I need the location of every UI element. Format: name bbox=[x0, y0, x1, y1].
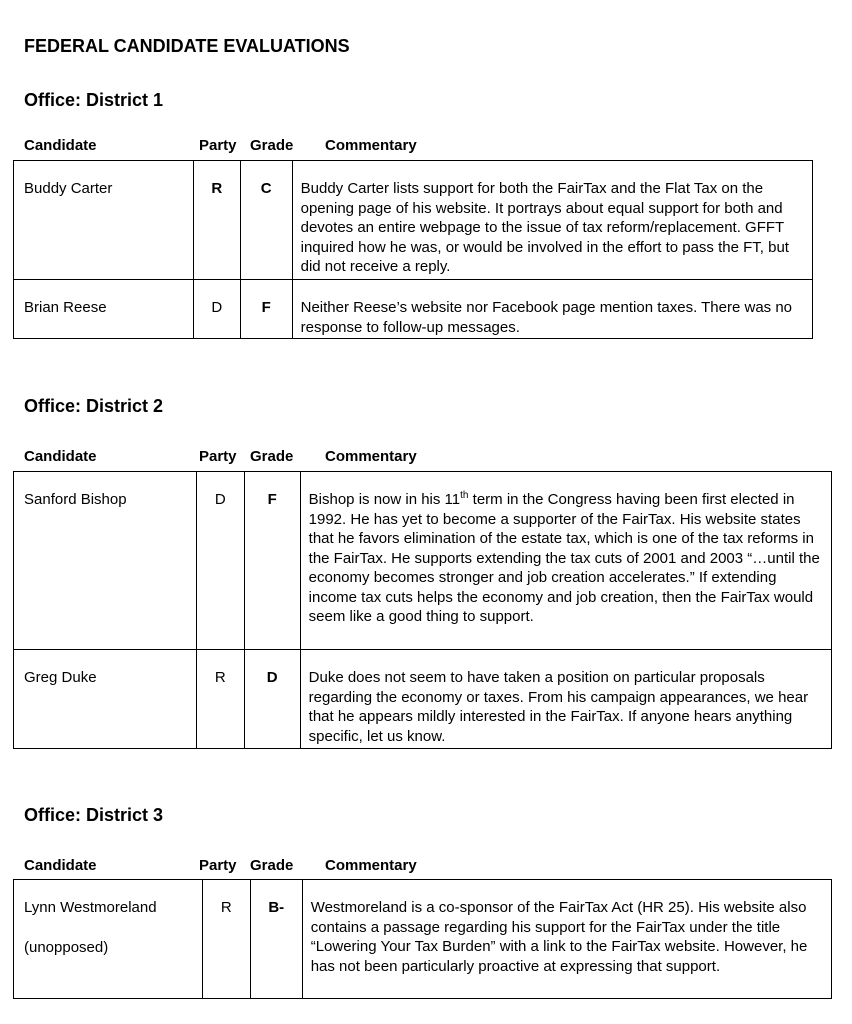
commentary-cell: Bishop is now in his 11th term in the Congress having been first elected in 1992. He has yet to become a supporter of the FairTax. His website states that he favors elimination of the estate tax, which is one of the tax reforms in the FairTax. He supports extending the tax cuts of 2001 and 2003 “…until the economy becomes stronger and job creation accelerates.” If extending income tax cuts helps the economy and job creation, then the FairTax would seem like a good thing to support. bbox=[300, 472, 831, 650]
grade-cell: D bbox=[244, 650, 300, 749]
commentary-cell: Neither Reese’s website nor Facebook page mention taxes. There was no response to follow-up messages. bbox=[292, 280, 812, 339]
office-heading-district-1: Office: District 1 bbox=[24, 90, 164, 110]
column-header-commentary: Commentary bbox=[325, 857, 417, 874]
column-header-grade: Grade bbox=[250, 137, 294, 154]
party-cell: D bbox=[193, 280, 240, 339]
table-row bbox=[14, 161, 813, 280]
party-cell: R bbox=[202, 880, 250, 999]
party-cell: D bbox=[196, 472, 244, 650]
column-header-party: Party bbox=[199, 448, 237, 465]
column-header-grade: Grade bbox=[250, 448, 294, 465]
evaluation-table-district-1 bbox=[13, 160, 813, 339]
table-row bbox=[14, 880, 832, 999]
candidate-name: Buddy Carter bbox=[14, 161, 194, 280]
grade-cell: F bbox=[244, 472, 300, 650]
evaluation-table-district-3 bbox=[13, 879, 832, 999]
grade-cell: F bbox=[240, 280, 292, 339]
commentary-cell: Duke does not seem to have taken a position on particular proposals regarding the economy or taxes. From his campaign appearances, we hear that he appears mildly interested in the FairTax. If anyone hears anything specific, let us know. bbox=[300, 650, 831, 749]
column-header-party: Party bbox=[199, 137, 237, 154]
party-cell: R bbox=[196, 650, 244, 749]
grade-cell: C bbox=[240, 161, 292, 280]
table-row bbox=[14, 472, 832, 650]
ordinal-superscript: th bbox=[460, 490, 469, 501]
office-heading-district-2: Office: District 2 bbox=[24, 396, 164, 416]
column-header-grade: Grade bbox=[250, 857, 294, 874]
column-header-candidate: Candidate bbox=[24, 137, 97, 154]
commentary-cell: Buddy Carter lists support for both the FairTax and the Flat Tax on the opening page of his website. It portrays about equal support for both and devotes an entire webpage to the issue of tax reform/replacement. GFFT inquired how he was, or would be involved in the effort to pass the FT, but did not receive a reply. bbox=[292, 161, 812, 280]
grade-cell: B- bbox=[250, 880, 302, 999]
office-heading-district-3: Office: District 3 bbox=[24, 805, 164, 825]
column-header-commentary: Commentary bbox=[325, 137, 417, 154]
party-cell: R bbox=[193, 161, 240, 280]
column-header-commentary: Commentary bbox=[325, 448, 417, 465]
table-row bbox=[14, 650, 832, 749]
commentary-cell: Westmoreland is a co-sponsor of the FairTax Act (HR 25). His website also contains a passage regarding his support for the FairTax under the title “Lowering Your Tax Burden” with a link to the FairTax website. However, he has not been particularly proactive at expressing that support. bbox=[302, 880, 831, 999]
column-header-party: Party bbox=[199, 857, 237, 874]
candidate-name: Lynn Westmoreland (unopposed) bbox=[14, 880, 203, 999]
table-row bbox=[14, 280, 813, 339]
column-header-candidate: Candidate bbox=[24, 448, 97, 465]
evaluation-table-district-2 bbox=[13, 471, 832, 749]
candidate-name: Brian Reese bbox=[14, 280, 194, 339]
candidate-name: Greg Duke bbox=[14, 650, 197, 749]
candidate-name: Sanford Bishop bbox=[14, 472, 197, 650]
candidate-note: (unopposed) bbox=[24, 938, 109, 956]
document-title: FEDERAL CANDIDATE EVALUATIONS bbox=[24, 36, 350, 56]
column-header-candidate: Candidate bbox=[24, 857, 97, 874]
